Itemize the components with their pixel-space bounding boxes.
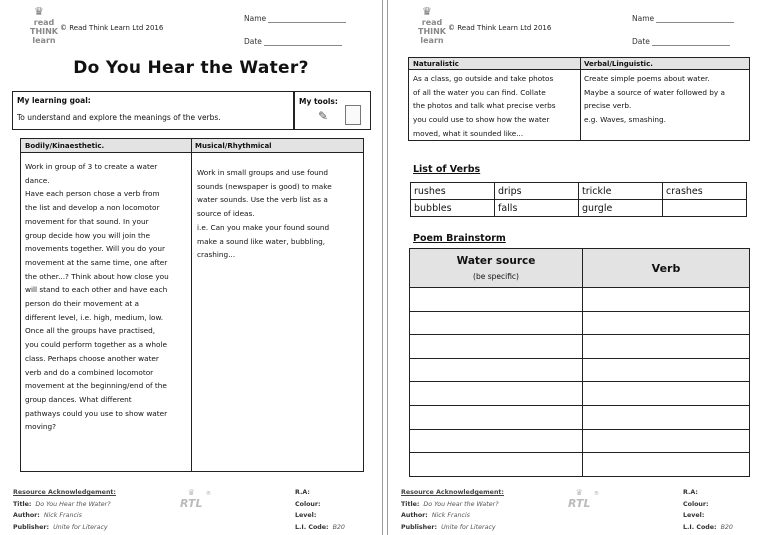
bodily-kinaesthetic-heading: Bodily/Kinaesthetic. [21, 139, 191, 153]
verb-cell: trickle [579, 183, 663, 200]
verb-cell[interactable] [583, 335, 750, 359]
copyright-text: © Read Think Learn Ltd 2016 [448, 24, 552, 32]
table-row [410, 453, 750, 477]
my-tools-box [294, 91, 371, 130]
read-think-learn-logo: ♛ read THINK learn [29, 5, 59, 45]
verb-cell[interactable] [583, 288, 750, 312]
crown-icon: ♛ [575, 488, 583, 497]
table-row [410, 358, 750, 382]
crown-icon: ♛ [187, 488, 195, 497]
read-think-learn-logo: ♛ read THINK learn [417, 5, 447, 45]
list-of-verbs-heading: List of Verbs [413, 164, 481, 175]
rtl-logo: ♛ RTL [180, 488, 203, 510]
table-row [410, 429, 750, 453]
crown-icon: ♛ [34, 5, 44, 18]
water-source-cell[interactable] [410, 288, 583, 312]
level-codes: R.A: Colour: Level: L.I. Code: B20 [683, 489, 733, 531]
paper-icon [345, 105, 361, 125]
registered-icon: ® [594, 491, 599, 497]
right-worksheet-page [387, 0, 769, 535]
naturalistic-text: As a class, go outside and take photos of all the water you can find. Collate the photos and talk what precise verbs you could use to show how the water moved, what it sounded like... [413, 74, 556, 138]
water-source-cell[interactable] [410, 311, 583, 335]
verb-cell: gurgle [579, 200, 663, 217]
water-source-cell[interactable] [410, 405, 583, 429]
verb-cell[interactable] [583, 311, 750, 335]
water-source-cell[interactable] [410, 429, 583, 453]
table-row [411, 183, 747, 200]
name-field[interactable]: Name [244, 14, 346, 23]
water-source-cell[interactable] [410, 358, 583, 382]
water-source-cell[interactable] [410, 335, 583, 359]
copyright-text: © Read Think Learn Ltd 2016 [60, 24, 164, 32]
date-field[interactable]: Date [632, 37, 730, 46]
water-source-cell[interactable] [410, 453, 583, 477]
page-title: Do You Hear the Water? [73, 58, 309, 78]
verbal-linguistic-heading: Verbal/Linguistic. [580, 58, 749, 70]
verb-cell: drips [495, 183, 579, 200]
musical-rhythmical-text: Work in small groups and use found sounds (newspaper is good) to make water sounds. Use the verb list as a source of ideas. i.e. Can you make your found sound make a sound like water, bubbling, crashing... [197, 168, 332, 260]
water-source-header: Water source (be specific) [410, 249, 583, 288]
bodily-kinaesthetic-text: Work in group of 3 to create a water dance. Have each person chose a verb from the list and develop a non locomotor movement for that sound. In your group decide how you will join the movements together. Will you do your movement at the same time, one after the other...? Think about how close you will stand to each other and have each person do their movement at a different level, i.e. high, medium, low. Once all the groups have practised, you could perform together as a whole class. Perhaps choose another water verb and do a combined locomotor movement at the beginning/end of the group dances. What different pathways could you use to show water moving? [25, 162, 169, 432]
activities-table [408, 57, 750, 141]
table-row [410, 288, 750, 312]
musical-rhythmical-heading: Musical/Rhythmical [191, 139, 363, 153]
verb-cell [663, 200, 747, 217]
verb-cell: rushes [411, 183, 495, 200]
poem-brainstorm-heading: Poem Brainstorm [413, 233, 506, 244]
crown-icon: ♛ [422, 5, 432, 18]
water-source-cell[interactable] [410, 382, 583, 406]
activities-table [20, 138, 364, 472]
table-row [410, 335, 750, 359]
naturalistic-heading: Naturalistic [409, 58, 580, 70]
poem-brainstorm-table [409, 248, 750, 477]
verb-cell[interactable] [583, 382, 750, 406]
verb-cell: bubbles [411, 200, 495, 217]
table-row [410, 382, 750, 406]
date-field[interactable]: Date [244, 37, 342, 46]
rtl-logo: ♛ RTL [568, 488, 591, 510]
pencil-icon: ✎ [318, 109, 329, 123]
verb-cell: falls [495, 200, 579, 217]
level-codes: R.A: Colour: Level: L.I. Code: B20 [295, 489, 345, 531]
verb-cell[interactable] [583, 405, 750, 429]
verb-cell[interactable] [583, 453, 750, 477]
learning-goal-heading: My learning goal: [17, 96, 91, 105]
left-worksheet-page [0, 0, 383, 535]
verb-header: Verb [583, 249, 750, 288]
verb-cell: crashes [663, 183, 747, 200]
learning-goal-text: To understand and explore the meanings of the verbs. [17, 113, 221, 122]
my-tools-heading: My tools: [299, 97, 338, 106]
table-row [410, 405, 750, 429]
registered-icon: ® [206, 491, 211, 497]
learning-goal-box [12, 91, 294, 130]
resource-acknowledgement: Resource Acknowledgement: Title: Do You Hear the Water? Author: Nick Francis Publisher: Unite for Literacy [401, 489, 504, 531]
table-row [410, 311, 750, 335]
table-header-row [410, 249, 750, 288]
verbs-table [410, 182, 747, 217]
verbal-linguistic-text: Create simple poems about water. Maybe a source of water followed by a precise verb. e.g. Waves, smashing. [584, 74, 726, 125]
verb-cell[interactable] [583, 429, 750, 453]
table-row [411, 200, 747, 217]
resource-acknowledgement: Resource Acknowledgement: Title: Do You Hear the Water? Author: Nick Francis Publisher: Unite for Literacy [13, 489, 116, 531]
verb-cell[interactable] [583, 358, 750, 382]
name-field[interactable]: Name [632, 14, 734, 23]
